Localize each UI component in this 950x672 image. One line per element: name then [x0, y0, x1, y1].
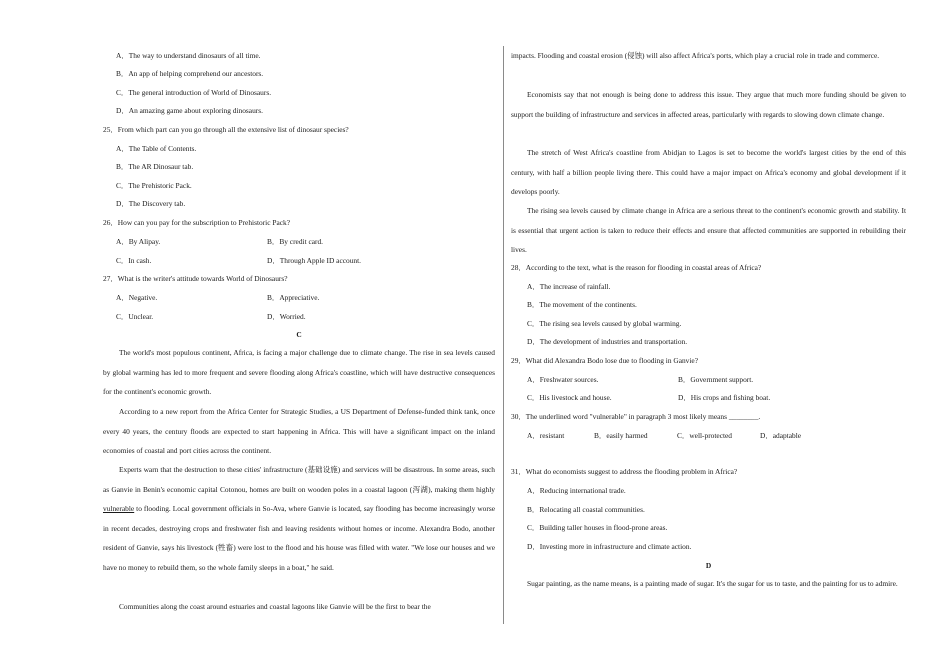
passage-d-paragraph-1: Sugar painting, as the name means, is a painting made of sugar. It's the sugar for us to taste, and the painting for us to admire. — [527, 579, 898, 588]
q28-option-c: C．The rising sea levels caused by global warming. — [527, 319, 682, 328]
q31-stem: 31．What do economists suggest to address the flooding problem in Africa? — [511, 467, 738, 476]
paragraph-3-text-part-1: Experts warn that the destruction to these cities' infrastructure (基础设施) and services will be disastrous. In some areas, such as Ganvie in Benin's economic capital Cotonou, homes are built on wooden poles in a coastal lagoon (泻湖), making them highly — [103, 465, 495, 494]
q24-option-a: A．The way to understand dinosaurs of all time. — [116, 51, 261, 60]
q25-option-a: A．The Table of Contents. — [116, 144, 197, 153]
passage-c-paragraph-1: The world's most populous continent, Africa, is facing a major challenge due to climate change. The rise in sea levels caused by global warming has led to more frequent and severe flooding along Africa's coastline, which will have destructive consequences for the continent's economic growth. — [103, 348, 495, 396]
q26-option-a: A．By Alipay. — [116, 237, 161, 246]
q31-option-b: B．Relocating all coastal communities. — [527, 505, 645, 514]
q27-option-b: B．Appreciative. — [267, 293, 320, 302]
q24-option-d: D．An amazing game about exploring dinosaurs. — [116, 106, 263, 115]
column-divider — [503, 46, 504, 624]
passage-c-paragraph-4-continued: impacts. Flooding and coastal erosion (侵蚀) will also affect Africa's ports, which play a crucial role in trade and commerce. — [511, 51, 880, 60]
q27-option-d: D．Worried. — [267, 312, 306, 321]
q24-option-c: C．The general introduction of World of Dinosaurs. — [116, 88, 272, 97]
passage-c-paragraph-7: The rising sea levels caused by climate change in Africa are a serious threat to the continent's economic growth and stability. It is essential that urgent action is taken to reduce their effects and ensure that affected communities are supported in rebuilding their lives. — [511, 206, 906, 254]
passage-c-paragraph-6: The stretch of West Africa's coastline from Abidjan to Lagos is set to become the world's largest cities by the end of this century, with half a billion people living there. This could have a major impact on Africa's economy and global development if it develops poorly. — [511, 148, 906, 196]
underlined-word-vulnerable: vulnerable — [103, 504, 135, 513]
q24-option-b: B．An app of helping comprehend our ancestors. — [116, 69, 264, 78]
q27-option-a: A．Negative. — [116, 293, 158, 302]
q31-option-a: A．Reducing international trade. — [527, 486, 626, 495]
q28-stem: 28．According to the text, what is the reason for flooding in coastal areas of Africa? — [511, 263, 762, 272]
q29-option-c: C．His livestock and house. — [527, 393, 612, 402]
q30-stem: 30．The underlined word "vulnerable" in paragraph 3 most likely means ________. — [511, 412, 761, 421]
q29-stem: 29．What did Alexandra Bodo lose due to flooding in Ganvie? — [511, 356, 698, 365]
q29-option-a: A．Freshwater sources. — [527, 375, 599, 384]
q31-option-c: C．Building taller houses in flood-prone areas. — [527, 523, 668, 532]
q30-option-d: D．adaptable — [760, 431, 802, 440]
q29-option-b: B．Government support. — [678, 375, 754, 384]
q28-option-d: D．The development of industries and transportation. — [527, 337, 688, 346]
q26-option-c: C．In cash. — [116, 256, 152, 265]
section-d-heading: D — [705, 561, 712, 570]
q30-option-b: B．easily harmed — [594, 431, 648, 440]
q26-option-b: B．By credit card. — [267, 237, 324, 246]
q28-option-b: B．The movement of the continents. — [527, 300, 637, 309]
passage-c-paragraph-3 — [103, 460, 495, 577]
q27-stem: 27．What is the writer's attitude towards World of Dinosaurs? — [103, 274, 288, 283]
q25-option-d: D．The Discovery tab. — [116, 199, 186, 208]
q30-option-a: A．resistant — [527, 431, 565, 440]
q25-option-b: B．The AR Dinosaur tab. — [116, 162, 194, 171]
q27-option-c: C．Unclear. — [116, 312, 154, 321]
q26-stem: 26．How can you pay for the subscription to Prehistoric Pack? — [103, 218, 290, 227]
q30-option-c: C．well-protected — [677, 431, 733, 440]
passage-c-paragraph-2: According to a new report from the Africa Center for Strategic Studies, a US Department of Defense-funded think tank, once every 40 years, the century floods are expected to start happening in Africa. This will have a significant impact on the inland economies of coastal and port cities across the continent. — [103, 407, 495, 455]
q31-option-d: D．Investing more in infrastructure and climate action. — [527, 542, 692, 551]
passage-c-paragraph-4: Communities along the coast around estuaries and coastal lagoons like Ganvie will be the first to bear the — [119, 602, 431, 611]
passage-c-paragraph-5: Economists say that not enough is being done to address this issue. They argue that much more funding should be given to support the building of infrastructure and services in affected areas, particularly with regards to slowing down climate change. — [511, 90, 906, 119]
paragraph-3-text-part-2: to flooding. Local government officials in So-Ava, where Ganvie is located, say flooding has become increasingly worse in recent decades, destroying crops and freshwater fish and leaving residents without homes or income. Alexandra Bodo, another resident of Ganvie, says his livestock (牲畜) were lost to the flood and his house was filled with water. "We lose our houses and we have no money to rebuild them, so the whole family sleeps in a boat," he said. — [103, 504, 495, 572]
q28-option-a: A．The increase of rainfall. — [527, 282, 611, 291]
q29-option-d: D．His crops and fishing boat. — [678, 393, 771, 402]
q25-stem: 25．From which part can you go through all the extensive list of dinosaur species? — [103, 125, 349, 134]
q26-option-d: D．Through Apple ID account. — [267, 256, 362, 265]
q25-option-c: C．The Prehistoric Pack. — [116, 181, 192, 190]
section-c-heading: C — [296, 330, 302, 339]
